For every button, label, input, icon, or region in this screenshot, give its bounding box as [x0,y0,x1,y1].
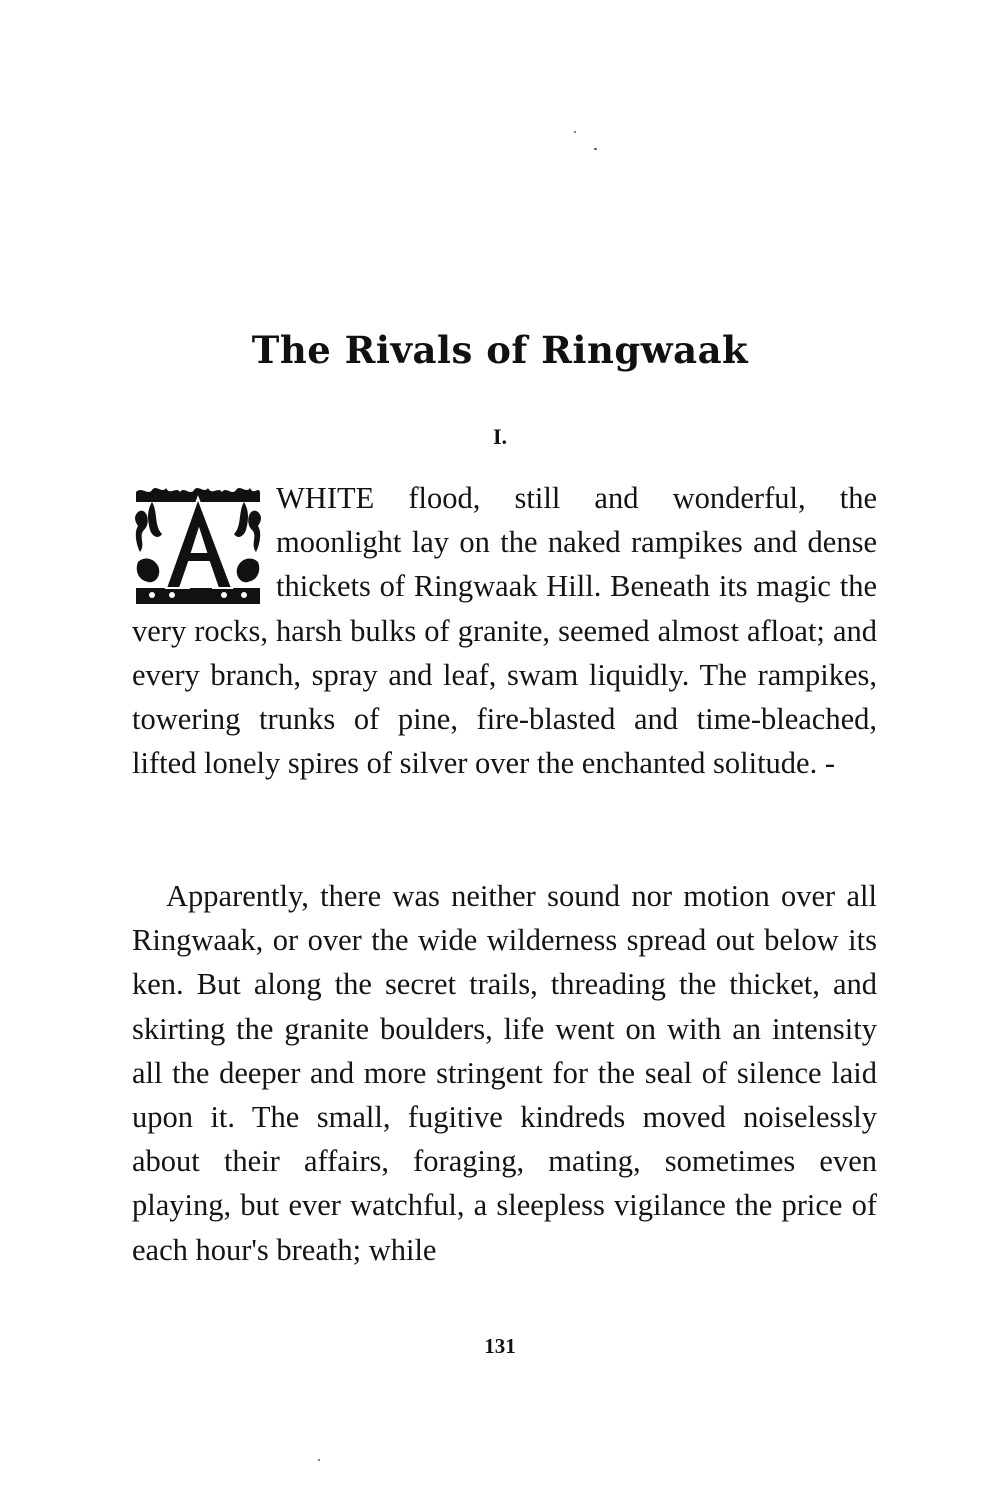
paragraph-1-text: WHITE flood, still and wonderful, the moonlight lay on the naked rampikes and dense thickets of Ringwaak Hill. Beneath its magic the very rocks, harsh bulks of granite, seemed almost afloat; and every branch, spray and leaf, swam liquidly. The rampikes, towering trunks of pine, fire-blasted and time-bleached, lifted lonely spires of silver over the enchanted solitude. - [132,481,877,781]
page-number: 131 [484,1334,516,1358]
chapter-title: The Rivals of Ringwaak [251,328,749,372]
paragraph-2: Apparently, there was neither sound nor motion over all Ringwaak, or over the wide wilderness spread out below its ken. But along the secret trails, threading the thicket, and skirting the granite boulders, life went on with an intensity all the deeper and more stringent for the seal of silence laid upon it. The small, fugitive kindreds moved noiselessly about their affairs, foraging, mating, sometimes even playing, but ever watchful, a sleepless vigilance the price of each hour's breath; while [132,879,877,1267]
paper-speck [318,1459,320,1461]
paragraph-1 [132,476,877,785]
chapter-number: I. [492,424,508,449]
paper-speck [594,148,597,150]
decorated-initial-a-icon [132,482,264,606]
paper-speck [574,131,576,133]
